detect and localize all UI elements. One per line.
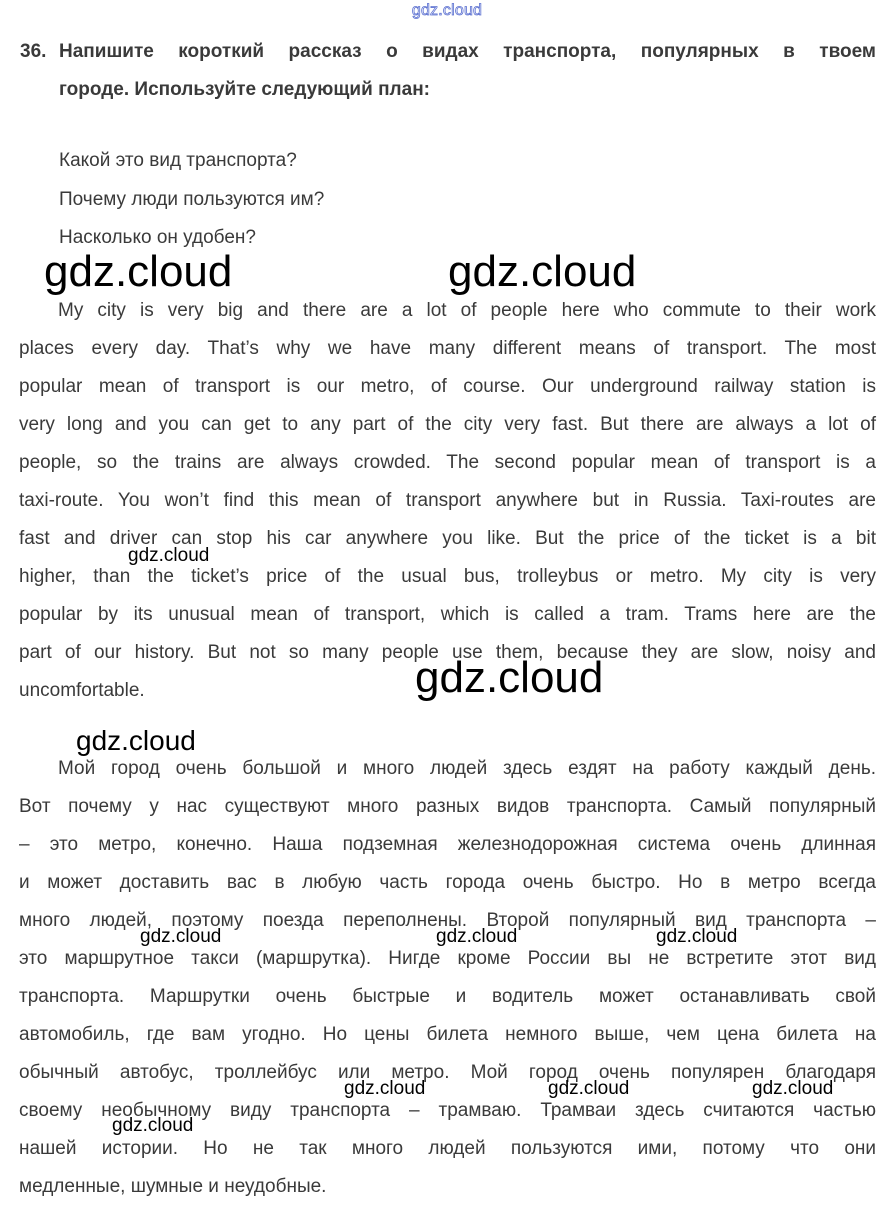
english-line: popular by its unusual mean of transport, which is called a tram. Trams here are the	[19, 604, 876, 625]
russian-line: и может доставить вас в любую часть города очень быстро. Но в метро всегда	[19, 872, 876, 893]
watermark: gdz.cloud	[548, 1078, 630, 1099]
task-text-1: Напишите короткий рассказ о видах транспорта, популярных в твоем	[59, 41, 876, 62]
watermark: gdz.cloud	[140, 926, 222, 947]
watermark: gdz.cloud	[76, 725, 196, 756]
russian-line: своему необычному виду транспорта – трамваю. Трамваи здесь считаются частью	[19, 1100, 876, 1121]
russian-answer	[19, 750, 876, 1206]
watermark: gdz.cloud	[752, 1078, 834, 1099]
russian-line: много людей, поэтому поезда переполнены. Второй популярный вид транспорта –	[19, 910, 876, 931]
english-line: fast and driver can stop his car anywhere you like. But the price of the ticket is a bit	[19, 528, 876, 549]
russian-line: транспорта. Маршрутки очень быстрые и водитель может останавливать свой	[19, 986, 876, 1007]
plan-item: Какой это вид транспорта?	[59, 150, 297, 171]
plan-item: Почему люди пользуются им?	[59, 188, 325, 210]
plan-list	[59, 142, 324, 258]
english-line: taxi-route. You won’t find this mean of transport anywhere but in Russia. Taxi-routes are	[19, 490, 876, 511]
english-line: places every day. That’s why we have many different means of transport. The most	[19, 338, 876, 359]
watermark: gdz.cloud	[128, 545, 210, 566]
russian-line: автомобиль, где вам угодно. Но цены билета немного выше, чем цена билета на	[19, 1024, 876, 1045]
watermark: gdz.cloud	[415, 653, 604, 702]
english-line: people, so the trains are always crowded. The second popular mean of transport is a	[19, 452, 876, 473]
task-number: 36.	[20, 41, 47, 62]
task-line-1	[20, 33, 876, 71]
watermark: gdz.cloud	[656, 926, 738, 947]
english-line: popular mean of transport is our metro, of course. Our underground railway station is	[19, 376, 876, 397]
english-line: higher, than the ticket’s price of the usual bus, trolleybus or metro. My city is very	[19, 566, 876, 587]
russian-line: – это метро, конечно. Наша подземная железнодорожная система очень длинная	[19, 834, 876, 855]
watermark: gdz.cloud	[436, 926, 518, 947]
watermark: gdz.cloud	[344, 1078, 426, 1099]
english-line: part of our history. But not so many people use them, because they are slow, noisy and	[19, 642, 876, 663]
english-answer	[19, 292, 876, 710]
russian-line: медленные, шумные и неудобные.	[19, 1176, 327, 1197]
russian-line: это маршрутное такси (маршрутка). Нигде кроме России вы не встретите этот вид	[19, 948, 876, 969]
header-watermark: gdz.cloud	[411, 2, 483, 19]
russian-line: Вот почему у нас существуют много разных видов транспорта. Самый популярный	[19, 796, 876, 817]
task-heading	[20, 33, 876, 109]
watermark: gdz.cloud	[112, 1115, 194, 1136]
task-line-2: городе. Используйте следующий план:	[59, 79, 430, 100]
russian-line: Мой город очень большой и много людей здесь ездят на работу каждый день.	[58, 758, 876, 779]
russian-line: нашей истории. Но не так много людей пользуются ими, потому что они	[19, 1138, 876, 1159]
english-line: uncomfortable.	[19, 680, 145, 701]
watermark: gdz.cloud	[44, 247, 233, 296]
english-line: My city is very big and there are a lot of people here who commute to their work	[58, 300, 876, 321]
watermark: gdz.cloud	[448, 247, 637, 296]
english-line: very long and you can get to any part of the city very fast. But there are always a lot of	[19, 414, 876, 435]
russian-line: обычный автобус, троллейбус или метро. Мой город очень популярен благодаря	[19, 1062, 876, 1083]
plan-item: Насколько он удобен?	[59, 227, 256, 248]
